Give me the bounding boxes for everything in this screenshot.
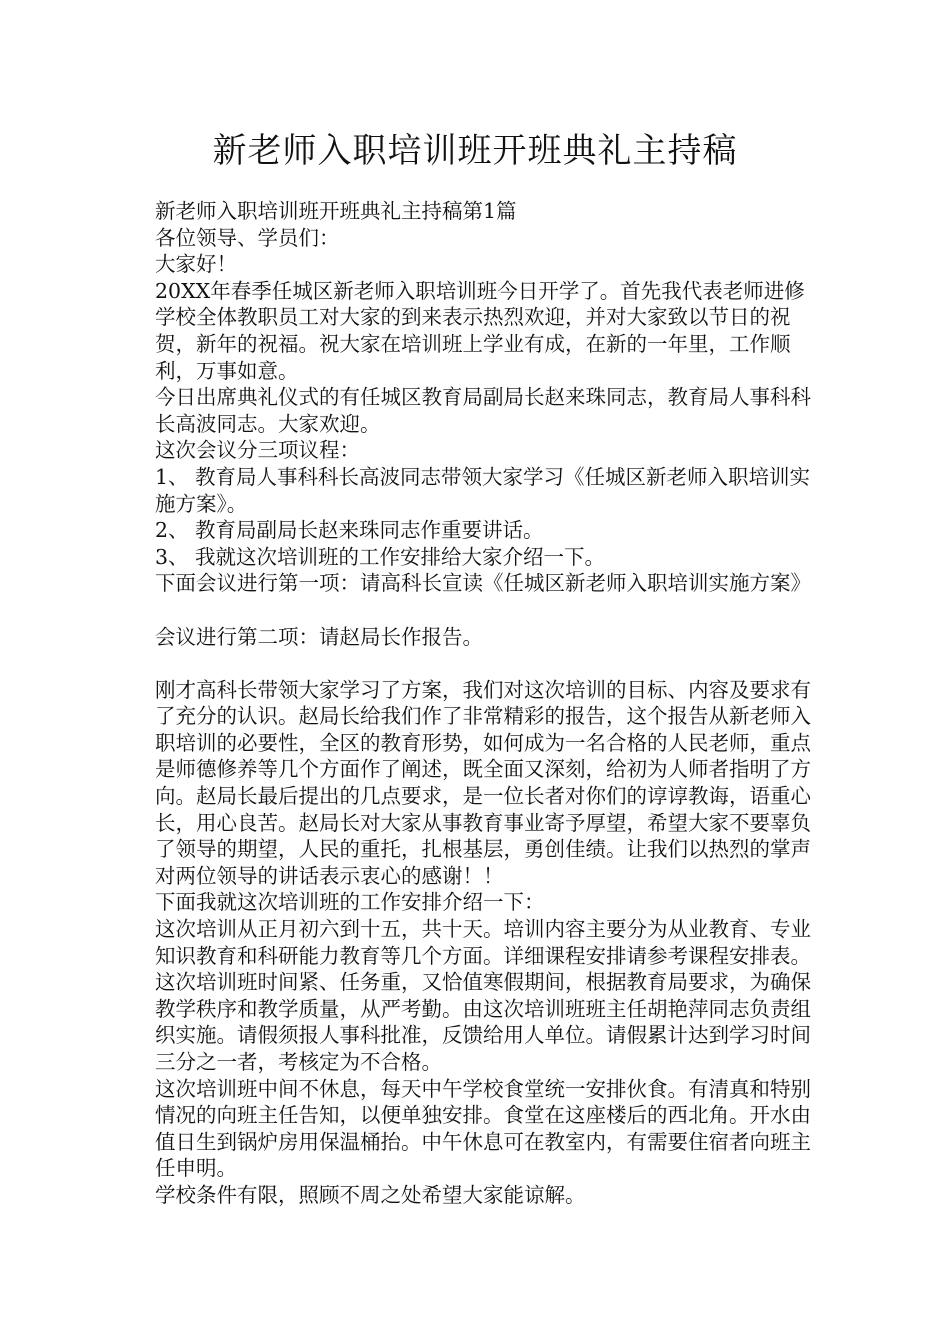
paragraph-salutation: 各位领导、学员们： xyxy=(155,225,340,250)
paragraph-agenda-item-2: 2、 教育局副局长赵来珠同志作重要讲话。 xyxy=(155,518,544,543)
paragraph-meals: 这次培训班中间不休息，每天中午学校食堂统一安排伙食。有清真和特别情况的向班主任告知，以便单独安排。食堂在这座楼后的西北角。开水由值日生到锅炉房用保温桶抬。中午休息可在教室内，有需要住宿者向班主任申明。 xyxy=(155,1076,811,1181)
paragraph-summary: 刚才高科长带领大家学习了方案，我们对这次培训的目标、内容及要求有了充分的认识。赵局长给我们作了非常精彩的报告，这个报告从新老师入职培训的必要性，全区的教育形势，如何成为一名合格的人民老师，重点是师德修养等几个方面作了阐述，既全面又深刻，给初为人师者指明了方向。赵局长最后提出的几点要求，是一位长者对你们的谆谆教诲，语重心长，用心良苦。赵局长对大家从事教育事业寄予厚望，希望大家不要辜负了领导的期望，人民的重托，扎根基层，勇创佳绩。让我们以热烈的掌声对两位领导的讲话表示衷心的感谢！！ xyxy=(155,677,811,888)
document-body xyxy=(143,198,813,1209)
document-title: 新老师入职培训班开班典礼主持稿 xyxy=(212,131,738,171)
paragraph-closing: 学校条件有限，照顾不周之处希望大家能谅解。 xyxy=(155,1182,586,1207)
blank-line xyxy=(143,650,813,677)
paragraph-attendance: 这次培训班时间紧、任务重，又恰值寒假期间，根据教育局要求，为确保教学秩序和教学质量，从严考勤。由这次培训班班主任胡艳萍同志负责组织实施。请假须报人事科批准，反馈给用人单位。请假累计达到学习时间三分之一者，考核定为不合格。 xyxy=(155,970,811,1074)
paragraph-arrangement-intro: 下面我就这次培训班的工作安排介绍一下： xyxy=(155,890,545,915)
paragraph-agenda-item-1: 1、 教育局人事科科长高波同志带领大家学习《任城区新老师入职培训实施方案》。 xyxy=(155,464,811,516)
paragraph-greeting: 大家好！ xyxy=(155,252,237,277)
paragraph-heading: 新老师入职培训班开班典礼主持稿第1篇 xyxy=(155,199,517,223)
blank-line xyxy=(143,597,813,624)
paragraph-opening: 20XX年春季任城区新老师入职培训班今日开学了。首先我代表老师进修学校全体教职员工对大家的到来表示热烈欢迎，并对大家致以节日的祝贺，新年的祝福。祝大家在培训班上学业有成，在新的一年里，工作顺利，万事如意。 xyxy=(155,278,805,383)
paragraph-schedule: 这次培训从正月初六到十五，共十天。培训内容主要分为从业教育、专业知识教育和科研能力教育等几个方面。详细课程安排请参考课程安排表。 xyxy=(155,917,811,968)
paragraph-agenda-intro: 这次会议分三项议程： xyxy=(155,438,360,463)
paragraph-second-item: 会议进行第二项：请赵局长作报告。 xyxy=(155,624,483,649)
paragraph-agenda-item-3: 3、 我就这次培训班的工作安排给大家介绍一下。 xyxy=(155,544,606,569)
paragraph-first-item: 下面会议进行第一项：请高科长宣读《任城区新老师入职培训实施方案》 xyxy=(155,571,811,596)
paragraph-attendees: 今日出席典礼仪式的有任城区教育局副局长赵来珠同志，教育局人事科科长高波同志。大家欢迎。 xyxy=(155,385,811,436)
